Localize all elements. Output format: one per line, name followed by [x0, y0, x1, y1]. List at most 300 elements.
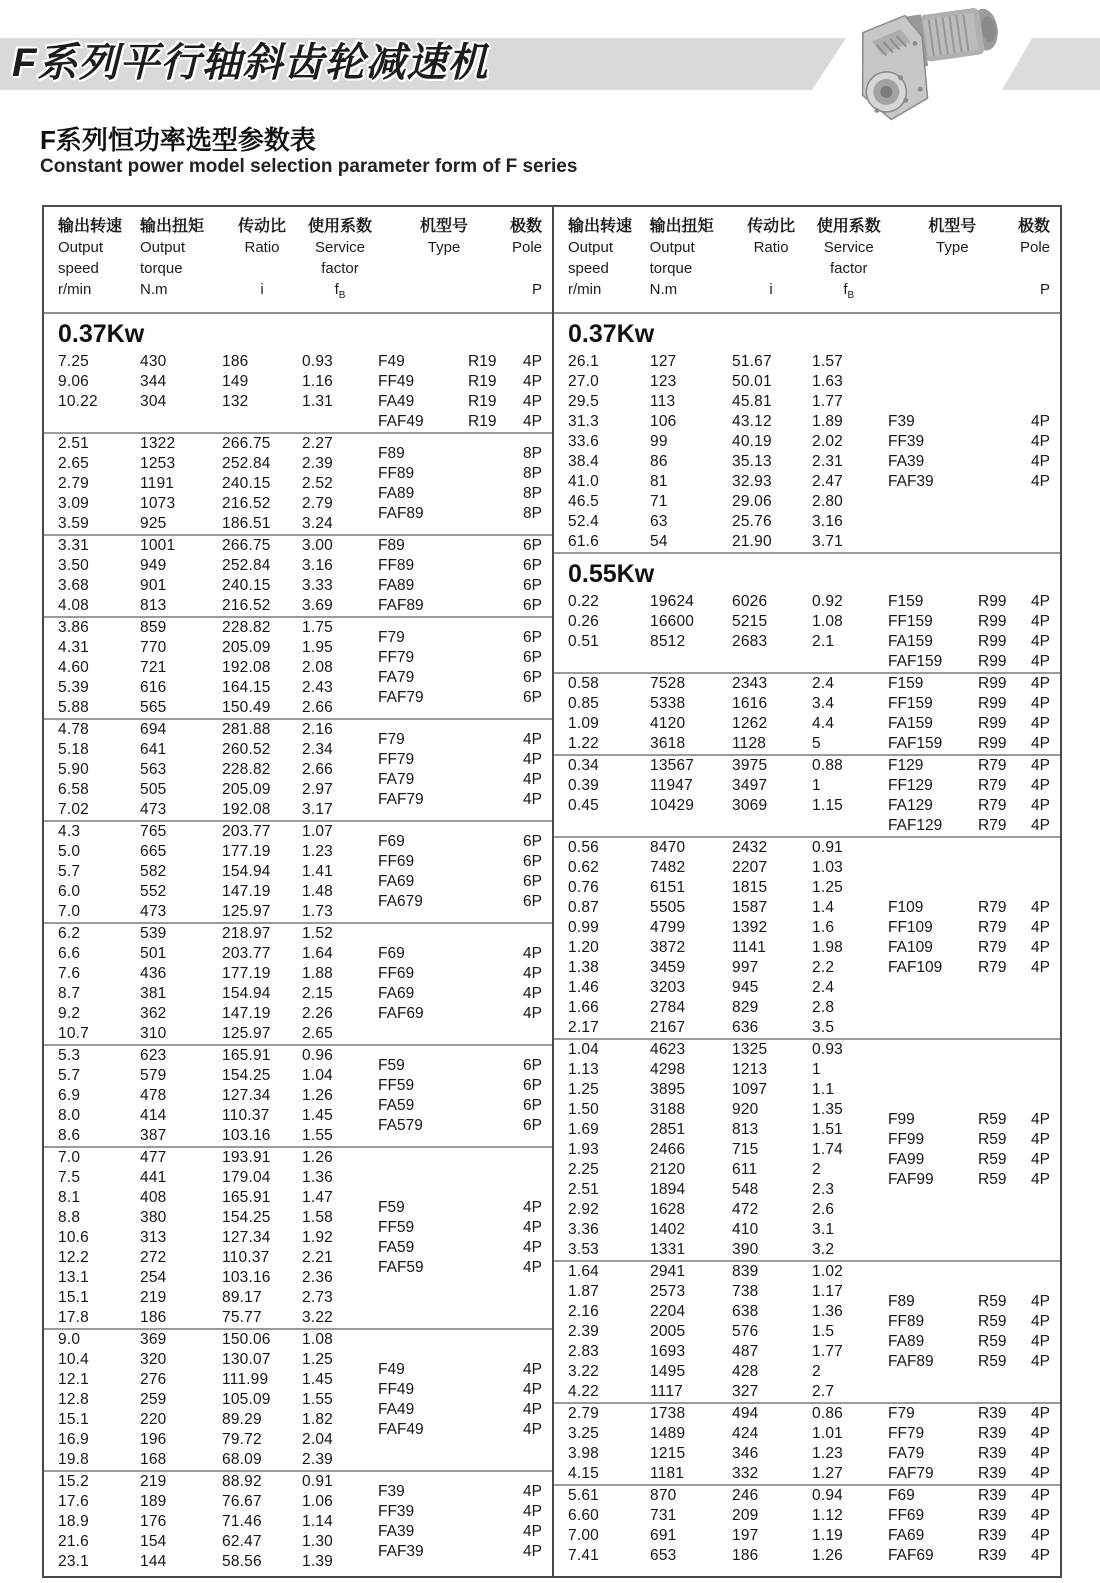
cell-pole: 4P: [1031, 1527, 1050, 1544]
cell-pole: 8P: [523, 485, 542, 502]
cell-type-suffix: [468, 730, 514, 750]
column-header-2: [222, 216, 302, 306]
table-group: [44, 1044, 552, 1146]
type-row: [378, 1056, 552, 1076]
cell-pole: 6P: [523, 629, 542, 646]
cell-factor: 2.31: [812, 453, 843, 470]
cell-factor: 1.04: [302, 1067, 333, 1084]
cell-factor: 1.6: [812, 919, 835, 936]
cell-ratio: 43.12: [732, 413, 772, 430]
group-types: [378, 1056, 552, 1136]
cell-pole: 4P: [523, 771, 542, 788]
cell-torque: 4120: [650, 715, 686, 732]
cell-type-suffix: [468, 832, 514, 852]
cell-torque: 901: [140, 577, 167, 594]
cell-ratio: 1815: [732, 879, 768, 896]
cell-torque: 1215: [650, 1445, 686, 1462]
cell-pole: 4P: [1031, 473, 1050, 490]
cell-factor: 1.03: [812, 859, 843, 876]
table-group: [554, 1484, 1060, 1566]
cell-speed: 3.36: [568, 1221, 599, 1238]
cell-type-model: FAF109: [888, 959, 943, 976]
cell-speed: 18.9: [58, 1513, 89, 1530]
cell-type-suffix: R19: [468, 393, 497, 410]
table-row: [568, 1120, 888, 1140]
cell-factor: 1.55: [302, 1127, 333, 1144]
cell-speed: 1.09: [568, 715, 599, 732]
type-row: [378, 392, 552, 412]
cell-factor: 2.26: [302, 1005, 333, 1022]
cell-speed: 17.6: [58, 1493, 89, 1510]
cell-torque: 219: [140, 1473, 167, 1490]
cell-factor: 3.16: [812, 513, 843, 530]
cell-speed: 4.31: [58, 639, 89, 656]
cell-torque: 168: [140, 1451, 167, 1468]
cell-torque: 3895: [650, 1081, 686, 1098]
cell-ratio: 89.17: [222, 1289, 262, 1306]
table-row: [568, 432, 888, 452]
cell-ratio: 424: [732, 1425, 759, 1442]
cell-factor: 1.52: [302, 925, 333, 942]
cell-type-suffix: [468, 852, 514, 872]
cell-type-model: FAF69: [888, 1547, 934, 1564]
type-row: [378, 1198, 552, 1218]
cell-factor: 1.26: [302, 1087, 333, 1104]
cell-type-suffix: [468, 1542, 514, 1562]
cell-factor: 1.08: [302, 1331, 333, 1348]
cell-type-suffix: [468, 1258, 514, 1278]
cell-speed: 2.83: [568, 1343, 599, 1360]
cell-factor: 2.36: [302, 1269, 333, 1286]
cell-factor: 0.88: [812, 757, 843, 774]
table-row: [58, 1024, 378, 1044]
cell-factor: 1.41: [302, 863, 333, 880]
cell-type-model: FF49: [378, 373, 415, 390]
group-values: [568, 1404, 888, 1484]
table-group: [554, 592, 1060, 672]
cell-type-model: FF79: [888, 1425, 925, 1442]
cell-type-model: FAF89: [378, 597, 424, 614]
cell-ratio: 147.19: [222, 1005, 271, 1022]
cell-pole: 4P: [523, 1523, 542, 1540]
cell-type-model: F79: [888, 1405, 915, 1422]
cell-speed: 0.56: [568, 839, 599, 856]
cell-torque: 81: [650, 473, 668, 490]
type-row: [888, 694, 1060, 714]
column-header-5: [1018, 216, 1060, 306]
cell-ratio: 149: [222, 373, 249, 390]
type-row: [888, 1150, 1060, 1170]
cell-factor: 2.15: [302, 985, 333, 1002]
table-row: [58, 1330, 378, 1350]
cell-torque: 1693: [650, 1343, 686, 1360]
cell-factor: 1.26: [302, 1149, 333, 1166]
table-row: [568, 492, 888, 512]
cell-torque: 1117: [650, 1383, 683, 1400]
cell-type-model: FA679: [378, 893, 423, 910]
cell-speed: 1.87: [568, 1283, 599, 1300]
cell-speed: 10.7: [58, 1025, 89, 1042]
type-row: [378, 1218, 552, 1238]
cell-torque: 731: [650, 1507, 677, 1524]
cell-type-suffix: R59: [978, 1293, 1007, 1310]
table-row: [568, 1444, 888, 1464]
cell-type-model: FF89: [378, 557, 415, 574]
cell-pole: 4P: [1031, 757, 1050, 774]
cell-pole: 4P: [1031, 1507, 1050, 1524]
cell-ratio: 154.94: [222, 863, 271, 880]
column-header-en2: [222, 258, 302, 279]
table-row: [568, 1200, 888, 1220]
cell-torque: 387: [140, 1127, 167, 1144]
cell-pole: 8P: [523, 505, 542, 522]
cell-ratio: 40.19: [732, 433, 772, 450]
cell-ratio: 164.15: [222, 679, 271, 696]
table-row: [58, 902, 378, 922]
cell-type-suffix: R39: [978, 1405, 1007, 1422]
cell-ratio: 6026: [732, 593, 768, 610]
cell-speed: 2.92: [568, 1201, 599, 1218]
cell-factor: 2.65: [302, 1025, 333, 1042]
cell-pole: 4P: [523, 985, 542, 1002]
cell-speed: 16.9: [58, 1431, 89, 1448]
cell-type-model: F89: [378, 445, 405, 462]
type-row: [888, 1170, 1060, 1190]
group-types: [888, 674, 1060, 754]
cell-speed: 5.7: [58, 863, 81, 880]
table-row: [568, 412, 888, 432]
cell-type-model: FA579: [378, 1117, 423, 1134]
cell-type-model: FF59: [378, 1219, 415, 1236]
cell-pole: 4P: [523, 373, 542, 390]
cell-speed: 4.78: [58, 721, 89, 738]
cell-torque: 10429: [650, 797, 695, 814]
cell-torque: 2167: [650, 1019, 686, 1036]
cell-torque: 2573: [650, 1283, 686, 1300]
cell-pole: 6P: [523, 893, 542, 910]
cell-speed: 0.87: [568, 899, 599, 916]
group-types: [378, 1198, 552, 1278]
table-row: [568, 1404, 888, 1424]
cell-torque: 186: [140, 1309, 167, 1326]
cell-ratio: 327: [732, 1383, 759, 1400]
table-row: [568, 674, 888, 694]
group-values: [568, 756, 888, 816]
cell-type-suffix: R79: [978, 797, 1007, 814]
cell-ratio: 240.15: [222, 475, 271, 492]
cell-speed: 41.0: [568, 473, 599, 490]
cell-torque: 99: [650, 433, 668, 450]
cell-type-model: FF49: [378, 1381, 415, 1398]
cell-pole: 4P: [1031, 653, 1050, 670]
cell-factor: 2.08: [302, 659, 333, 676]
table-group: [554, 1038, 1060, 1260]
cell-ratio: 186: [222, 353, 249, 370]
table-row: [568, 1160, 888, 1180]
cell-factor: 3.17: [302, 801, 333, 818]
cell-type-suffix: [468, 750, 514, 770]
table-group: [554, 1260, 1060, 1402]
cell-type-suffix: [468, 444, 514, 464]
cell-torque: 2204: [650, 1303, 686, 1320]
type-row: [378, 984, 552, 1004]
cell-factor: 0.96: [302, 1047, 333, 1064]
table-row: [568, 998, 888, 1018]
cell-torque: 344: [140, 373, 167, 390]
cell-torque: 501: [140, 945, 167, 962]
cell-speed: 2.39: [568, 1323, 599, 1340]
type-row: [888, 592, 1060, 612]
table-row: [58, 1472, 378, 1492]
column-header-cn: 传动比: [747, 218, 796, 235]
table-row: [58, 514, 378, 534]
cell-factor: 3.69: [302, 597, 333, 614]
cell-factor: 1.74: [812, 1141, 843, 1158]
type-row: [888, 432, 1060, 452]
cell-ratio: 147.19: [222, 883, 271, 900]
cell-ratio: 1141: [732, 939, 767, 956]
cell-ratio: 179.04: [222, 1169, 271, 1186]
cell-factor: 1.31: [302, 393, 333, 410]
cell-factor: 1.16: [302, 373, 333, 390]
cell-type-model: FF69: [888, 1507, 925, 1524]
column-header-0: [58, 216, 140, 306]
cell-type-suffix: [468, 1096, 514, 1116]
cell-ratio: 829: [732, 999, 759, 1016]
cell-torque: 2784: [650, 999, 686, 1016]
cell-factor: 0.91: [302, 1473, 333, 1490]
cell-torque: 1331: [650, 1241, 686, 1258]
cell-pole: 4P: [1031, 1353, 1050, 1370]
cell-factor: 0.94: [812, 1487, 843, 1504]
cell-pole: 4P: [1031, 959, 1050, 976]
table-row: [568, 1362, 888, 1382]
cell-ratio: 1587: [732, 899, 768, 916]
cell-factor: 1.63: [812, 373, 843, 390]
column-header-cn: 使用系数: [816, 218, 881, 235]
table-row: [58, 1188, 378, 1208]
cell-torque: 127: [650, 353, 677, 370]
cell-pole: 4P: [1031, 777, 1050, 794]
cell-pole: 6P: [523, 833, 542, 850]
cell-factor: 0.93: [302, 353, 333, 370]
column-header-en1: Ratio: [244, 239, 280, 256]
column-header-unit: r/min: [58, 281, 92, 298]
cell-type-model: FAF39: [378, 1543, 424, 1560]
cell-torque: 4799: [650, 919, 686, 936]
cell-torque: 272: [140, 1249, 167, 1266]
cell-pole: 4P: [523, 731, 542, 748]
table-group: [44, 616, 552, 718]
cell-torque: 63: [650, 513, 668, 530]
cell-speed: 9.0: [58, 1331, 81, 1348]
cell-torque: 381: [140, 985, 167, 1002]
cell-type-suffix: [468, 464, 514, 484]
type-row: [888, 1110, 1060, 1130]
cell-ratio: 150.49: [222, 699, 271, 716]
table-row: [58, 454, 378, 474]
cell-factor: 1.57: [812, 353, 843, 370]
type-row: [378, 1400, 552, 1420]
column-header-unit: i: [260, 281, 264, 298]
table-row: [58, 1350, 378, 1370]
table-row: [58, 882, 378, 902]
cell-torque: 86: [650, 453, 668, 470]
cell-ratio: 209: [732, 1507, 759, 1524]
cell-speed: 27.0: [568, 373, 599, 390]
cell-factor: 2.66: [302, 699, 333, 716]
table-row: [58, 800, 378, 820]
column-header-cn: 输出转速: [58, 218, 123, 235]
cell-type-model: FA49: [378, 393, 415, 410]
cell-torque: 641: [140, 741, 167, 758]
cell-ratio: 636: [732, 1019, 759, 1036]
cell-pole: 4P: [1031, 433, 1050, 450]
table-row: [568, 734, 888, 754]
cell-speed: 12.2: [58, 1249, 89, 1266]
cell-ratio: 260.52: [222, 741, 271, 758]
type-row: [378, 944, 552, 964]
cell-type-suffix: R99: [978, 735, 1007, 752]
cell-speed: 26.1: [568, 353, 599, 370]
cell-factor: 2.2: [812, 959, 835, 976]
cell-speed: 3.31: [58, 537, 89, 554]
table-row: [58, 352, 378, 372]
group-values: [568, 674, 888, 754]
cell-pole: 4P: [523, 1005, 542, 1022]
cell-speed: 9.06: [58, 373, 89, 390]
table-row: [58, 1248, 378, 1268]
cell-type-model: FA49: [378, 1401, 415, 1418]
type-row: [888, 1404, 1060, 1424]
cell-ratio: 203.77: [222, 823, 271, 840]
cell-type-model: FA39: [378, 1523, 415, 1540]
type-row: [378, 872, 552, 892]
cell-type-model: F89: [378, 537, 405, 554]
cell-torque: 579: [140, 1067, 167, 1084]
cell-type-model: FAF39: [888, 473, 934, 490]
cell-factor: 3.71: [812, 533, 843, 550]
cell-ratio: 252.84: [222, 455, 271, 472]
type-row: [378, 1522, 552, 1542]
cell-type-model: F69: [888, 1487, 915, 1504]
cell-torque: 623: [140, 1047, 167, 1064]
cell-type-model: F159: [888, 593, 924, 610]
cell-type-model: FA79: [888, 1445, 925, 1462]
cell-speed: 4.3: [58, 823, 81, 840]
cell-ratio: 127.34: [222, 1229, 271, 1246]
cell-speed: 1.04: [568, 1041, 599, 1058]
cell-factor: 2.73: [302, 1289, 333, 1306]
cell-factor: 2.1: [812, 633, 835, 650]
table-title-en: Constant power model selection parameter form of F series: [40, 156, 578, 177]
cell-pole: 6P: [523, 577, 542, 594]
group-values: [58, 618, 378, 718]
table-row: [58, 1390, 378, 1410]
cell-speed: 6.0: [58, 883, 81, 900]
column-header-unit: N.m: [649, 281, 678, 298]
cell-ratio: 346: [732, 1445, 759, 1462]
cell-pole: 4P: [523, 945, 542, 962]
cell-factor: 2.4: [812, 979, 835, 996]
cell-ratio: 132: [222, 393, 249, 410]
cell-factor: 1.77: [812, 1343, 843, 1360]
cell-type-model: FF159: [888, 613, 933, 630]
type-row: [888, 776, 1060, 796]
type-row: [888, 1332, 1060, 1352]
column-header-unit: [378, 279, 510, 300]
group-values: [58, 822, 378, 922]
cell-type-model: FF69: [378, 965, 415, 982]
cell-type-suffix: [468, 984, 514, 1004]
column-header-en1: Service: [314, 239, 366, 256]
cell-pole: 4P: [523, 1483, 542, 1500]
cell-factor: 1.25: [302, 1351, 333, 1368]
cell-type-suffix: [468, 1380, 514, 1400]
table-row: [58, 1086, 378, 1106]
cell-type-suffix: R19: [468, 353, 497, 370]
type-row: [888, 1546, 1060, 1566]
type-row: [888, 1444, 1060, 1464]
cell-ratio: 1325: [732, 1041, 768, 1058]
type-row: [378, 770, 552, 790]
cell-torque: 691: [650, 1527, 677, 1544]
table-row: [568, 756, 888, 776]
cell-torque: 276: [140, 1371, 167, 1388]
cell-ratio: 32.93: [732, 473, 772, 490]
table-row: [58, 1410, 378, 1430]
table-row: [58, 740, 378, 760]
table-group: [44, 432, 552, 534]
type-row: [888, 1506, 1060, 1526]
cell-type-suffix: [468, 536, 514, 556]
cell-speed: 7.02: [58, 801, 89, 818]
cell-type-model: FF69: [378, 853, 415, 870]
cell-type-suffix: [978, 432, 1024, 452]
group-types: [378, 832, 552, 912]
cell-ratio: 216.52: [222, 597, 271, 614]
cell-type-model: FA69: [378, 985, 415, 1002]
cell-torque: 925: [140, 515, 167, 532]
cell-factor: 1: [812, 1061, 821, 1078]
type-row: [378, 852, 552, 872]
cell-factor: 1.73: [302, 903, 333, 920]
cell-speed: 1.38: [568, 959, 599, 976]
cell-factor: 5: [812, 735, 821, 752]
column-header-en2: [510, 258, 542, 279]
column-header-unit: N.m: [140, 281, 168, 298]
column-header-2: [731, 216, 811, 306]
cell-factor: 2.52: [302, 475, 333, 492]
type-row: [888, 938, 1060, 958]
table-group: [44, 534, 552, 616]
table-row: [58, 1430, 378, 1450]
type-row: [378, 1258, 552, 1278]
cell-type-suffix: [468, 872, 514, 892]
cell-speed: 1.66: [568, 999, 599, 1016]
cell-speed: 5.7: [58, 1067, 81, 1084]
cell-ratio: 71.46: [222, 1513, 262, 1530]
cell-factor: 1.19: [812, 1527, 843, 1544]
cell-factor: 3.33: [302, 577, 333, 594]
cell-speed: 0.76: [568, 879, 599, 896]
cell-type-suffix: [468, 576, 514, 596]
column-header-1: [650, 216, 732, 306]
cell-type-suffix: R59: [978, 1353, 1007, 1370]
table-row: [568, 1140, 888, 1160]
power-section-header: 0.37Kw: [568, 320, 655, 348]
cell-speed: 6.58: [58, 781, 89, 798]
